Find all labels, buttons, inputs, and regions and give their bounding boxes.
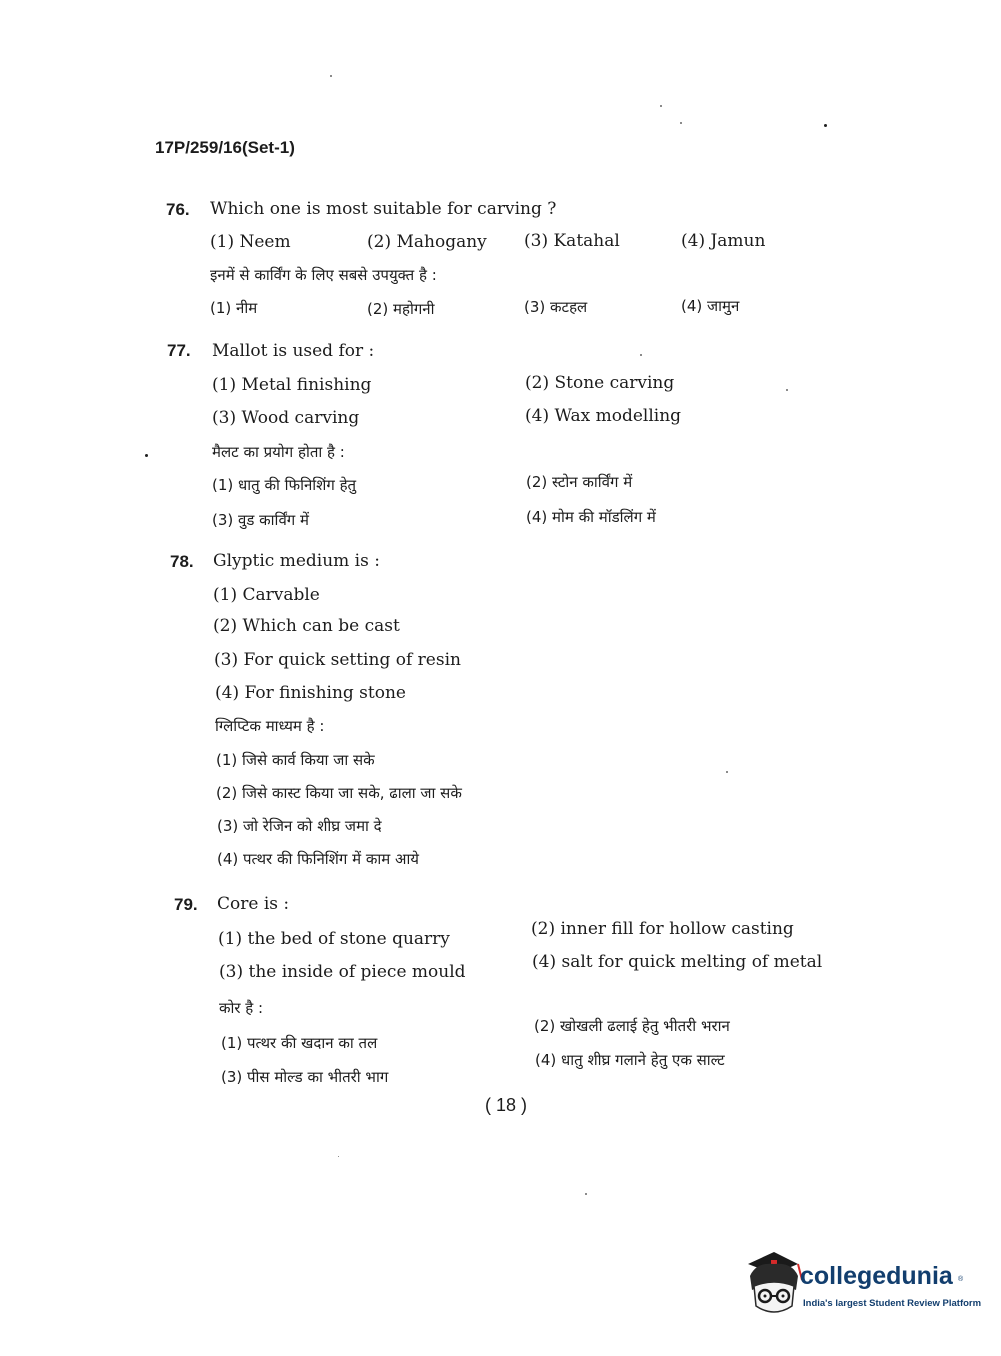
option-hindi: (1) पत्थर की खदान का तल (221, 1034, 378, 1052)
option-hindi: (2) महोगनी (367, 300, 435, 318)
option-hindi: (3) कटहल (524, 298, 588, 316)
option: (3) Wood carving (212, 408, 360, 428)
question-text-hindi: इनमें से कार्विंग के लिए सबसे उपयुक्त है : (210, 266, 437, 284)
option-hindi: (4) पत्थर की फिनिशिंग में काम आये (217, 850, 420, 868)
option: (4) Wax modelling (525, 406, 682, 426)
question-number: 77. (167, 341, 191, 360)
collegedunia-tagline: India's largest Student Review Platform (803, 1298, 982, 1309)
question-text: Which one is most suitable for carving ? (210, 199, 557, 219)
option: (2) inner fill for hollow casting (531, 919, 794, 939)
option-hindi: (3) पीस मोल्ड का भीतरी भाग (221, 1068, 389, 1086)
question-text-hindi: मैलट का प्रयोग होता है : (212, 443, 345, 461)
option-hindi: (2) खोखली ढलाई हेतु भीतरी भरान (534, 1017, 730, 1035)
option: (4) For finishing stone (215, 683, 406, 703)
question-text: Mallot is used for : (212, 341, 375, 361)
question-number: 79. (174, 895, 198, 914)
question-text-hindi: ग्लिप्टिक माध्यम है : (215, 717, 325, 735)
option: (3) For quick setting of resin (214, 650, 461, 670)
option: (2) Mahogany (367, 232, 487, 252)
option: (1) Carvable (213, 585, 320, 605)
page-number: ( 18 ) (485, 1095, 528, 1115)
option: (1) the bed of stone quarry (218, 929, 450, 949)
option: (3) Katahal (524, 231, 620, 251)
option-hindi: (1) नीम (210, 299, 258, 317)
option: (1) Neem (210, 232, 291, 252)
option-hindi: (4) मोम की मॉडलिंग में (526, 508, 656, 526)
option-hindi: (3) वुड कार्विंग में (212, 511, 309, 529)
paper-code: 17P/259/16(Set-1) (155, 138, 295, 157)
option: (4) salt for quick melting of metal (532, 952, 823, 972)
option: (3) the inside of piece mould (219, 962, 466, 982)
option-hindi: (4) जामुन (681, 297, 740, 315)
option-hindi: (2) स्टोन कार्विंग में (526, 473, 633, 491)
option-hindi: (2) जिसे कास्ट किया जा सके, ढाला जा सके (216, 784, 462, 802)
option-hindi: (1) जिसे कार्व किया जा सके (216, 751, 375, 769)
question-number: 78. (170, 552, 194, 571)
question-text: Glyptic medium is : (213, 551, 380, 571)
question-text: Core is : (217, 894, 290, 914)
question-number: 76. (166, 200, 190, 219)
option-hindi: (4) धातु शीघ्र गलाने हेतु एक साल्ट (535, 1051, 725, 1069)
option-hindi: (3) जो रेजिन को शीघ्र जमा दे (217, 817, 382, 835)
option: (4) Jamun (681, 231, 766, 251)
question-text-hindi: कोर है : (219, 999, 264, 1017)
option: (2) Which can be cast (213, 616, 400, 636)
option: (2) Stone carving (525, 373, 675, 393)
collegedunia-wordmark: collegedunia (800, 1262, 953, 1290)
option-hindi: (1) धातु की फिनिशिंग हेतु (212, 476, 357, 494)
registered-mark: ® (958, 1276, 964, 1283)
option: (1) Metal finishing (212, 375, 372, 395)
